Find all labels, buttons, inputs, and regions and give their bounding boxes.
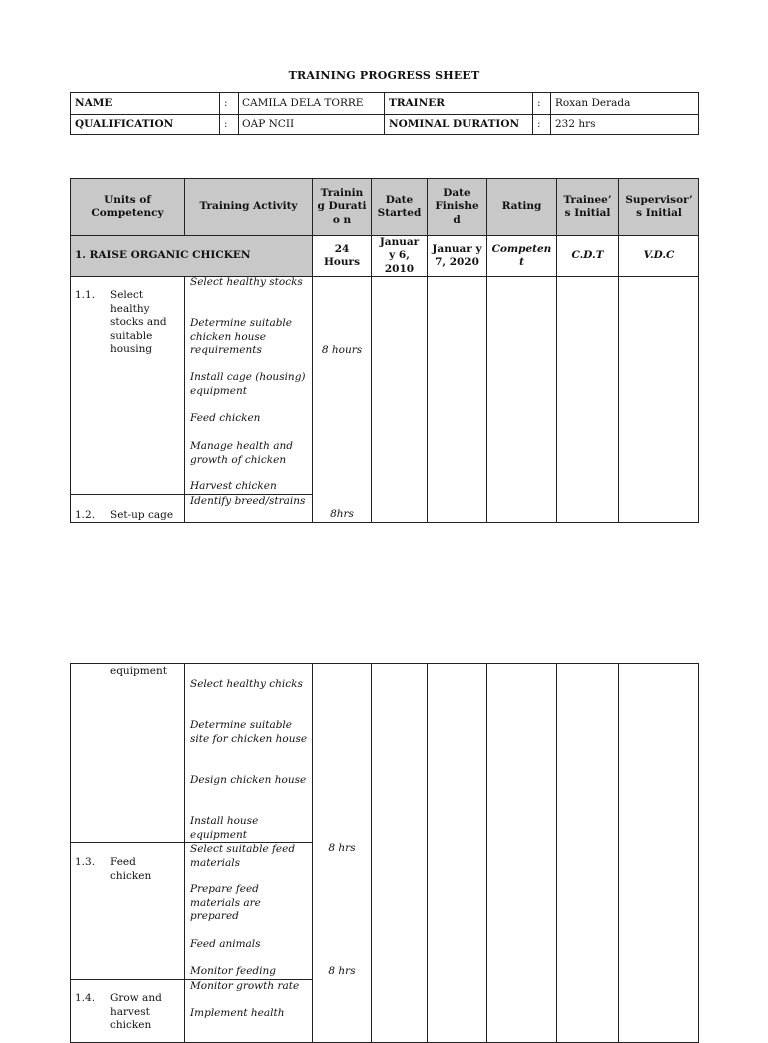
header-duration: Trainin g Duratio n bbox=[317, 186, 367, 226]
name-label: NAME bbox=[75, 97, 113, 109]
nominal-duration-value: 232 hrs bbox=[555, 118, 596, 130]
activity-item: Implement health bbox=[190, 1007, 285, 1019]
activity-item: Manage health and growth of chicken bbox=[190, 440, 293, 466]
unit-number: 1.3. bbox=[75, 856, 96, 868]
section-title: 1. RAISE ORGANIC CHICKEN bbox=[75, 249, 251, 262]
header-date-started: Date Started bbox=[377, 193, 422, 219]
activity-item: Design chicken house bbox=[190, 774, 307, 786]
header-date-finished: Date Finishe d bbox=[435, 186, 479, 226]
trainee-info-table bbox=[70, 92, 699, 135]
qualification-value: OAP NCII bbox=[242, 118, 295, 130]
unit-duration: 8 hrs bbox=[328, 965, 356, 977]
activity-item: Install house equipment bbox=[190, 815, 259, 841]
separator: : bbox=[224, 118, 228, 130]
section-trainee-initial: C.D.T bbox=[571, 249, 604, 262]
activity-item: Prepare feed materials are prepared bbox=[190, 883, 261, 922]
unit-text: Set-up cage bbox=[110, 509, 174, 521]
trainer-label: TRAINER bbox=[389, 97, 445, 109]
activity-item: Determine suitable site for chicken house bbox=[190, 719, 308, 745]
separator: : bbox=[537, 97, 541, 109]
activity-item: Select suitable feed materials bbox=[190, 843, 296, 869]
activity-item: Monitor feeding bbox=[190, 965, 276, 977]
unit-duration: 8hrs bbox=[330, 508, 354, 520]
unit-number: 1.2. bbox=[75, 509, 96, 521]
unit-text: Select healthy stocks and suitable housing bbox=[110, 289, 167, 355]
unit-duration: 8 hrs bbox=[328, 842, 356, 854]
separator: : bbox=[537, 118, 541, 130]
section-date-started: Januar y 6, 2010 bbox=[379, 235, 420, 275]
activity-item: Feed chicken bbox=[190, 412, 261, 424]
header-rating: Rating bbox=[501, 200, 542, 213]
separator: : bbox=[224, 97, 228, 109]
qualification-label: QUALIFICATION bbox=[75, 118, 174, 130]
unit-text: Feed chicken bbox=[110, 856, 152, 882]
sheet-title: TRAINING PROGRESS SHEET bbox=[288, 69, 480, 82]
unit-number: 1.1. bbox=[75, 289, 96, 301]
header-units: Units of Competency bbox=[91, 193, 164, 219]
header-activity: Training Activity bbox=[199, 200, 298, 213]
section-duration: 24 Hours bbox=[323, 242, 360, 268]
section-supervisor-initial: V.D.C bbox=[643, 249, 675, 262]
trainer-value: Roxan Derada bbox=[555, 97, 631, 109]
unit-text: equipment bbox=[110, 665, 167, 677]
activity-item: Feed animals bbox=[190, 938, 261, 950]
activity-item: Identify breed/strains bbox=[190, 495, 306, 507]
header-supervisor-initial: Supervisor’ s Initial bbox=[625, 193, 693, 219]
section-rating: Competen t bbox=[491, 242, 552, 268]
nominal-duration-label: NOMINAL DURATION bbox=[389, 118, 520, 130]
activity-item: Monitor growth rate bbox=[190, 980, 300, 992]
activity-item: Harvest chicken bbox=[190, 480, 277, 492]
activity-item: Select healthy chicks bbox=[190, 678, 303, 690]
section-date-finished: Januar y 7, 2020 bbox=[432, 242, 482, 268]
header-trainee-initial: Trainee’ s Initial bbox=[563, 193, 612, 219]
unit-number: 1.4. bbox=[75, 992, 96, 1004]
unit-text: Grow and harvest chicken bbox=[110, 992, 162, 1031]
activity-item: Select healthy stocks bbox=[190, 276, 303, 288]
unit-duration: 8 hours bbox=[321, 344, 363, 356]
activity-item: Install cage (housing) equipment bbox=[190, 371, 306, 397]
activity-item: Determine suitable chicken house requirements bbox=[190, 317, 292, 356]
name-value: CAMILA DELA TORRE bbox=[242, 97, 364, 109]
